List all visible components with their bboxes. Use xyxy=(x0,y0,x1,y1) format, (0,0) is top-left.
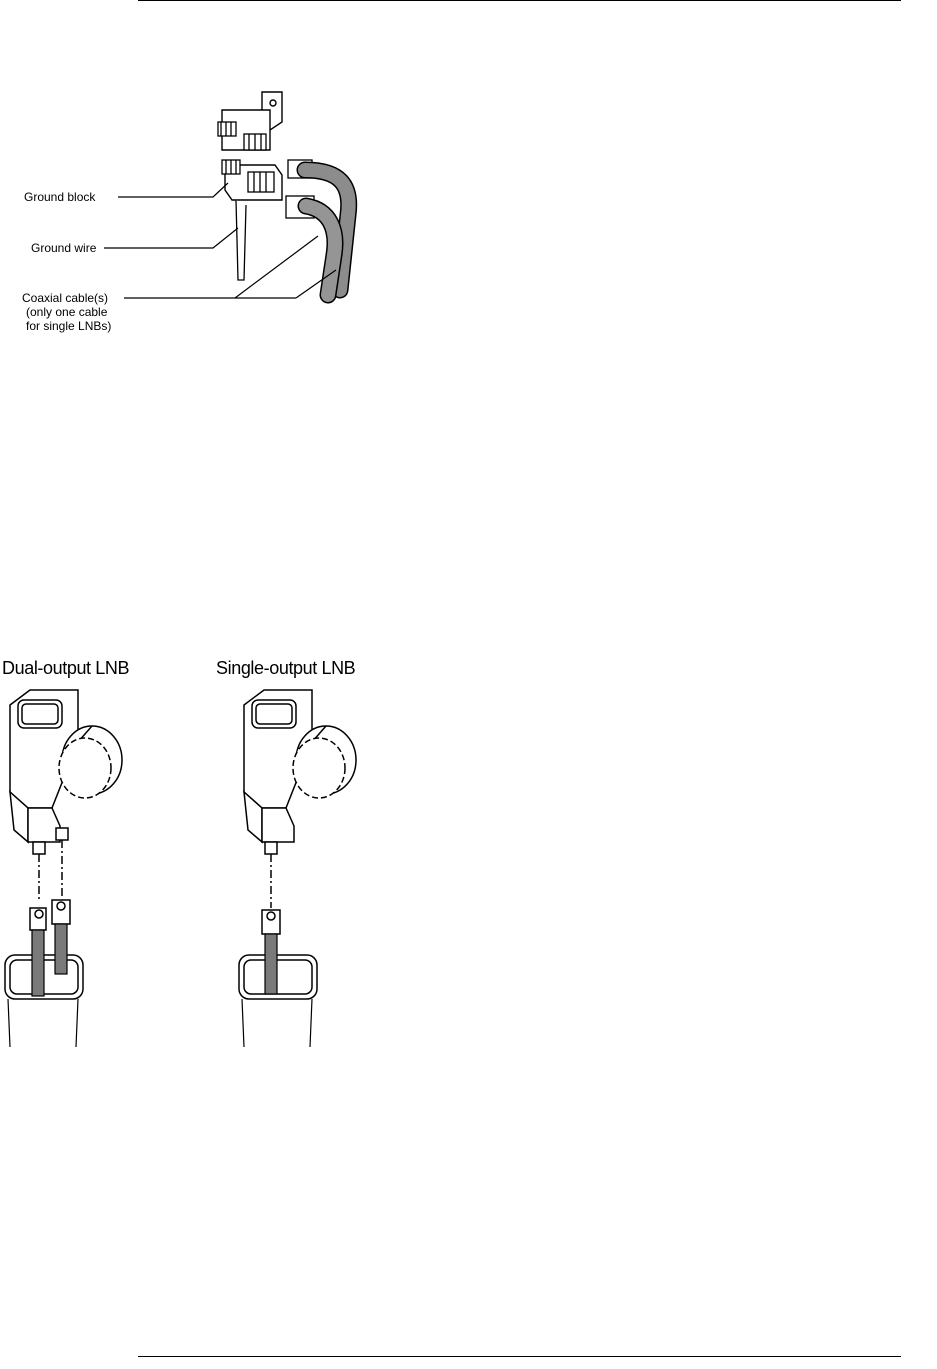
dual-output-lnb-mast-lines xyxy=(8,999,78,1047)
ground-block-label: Ground block xyxy=(24,190,96,204)
coaxial-cable-label-line1: Coaxial cable(s) xyxy=(22,291,109,305)
footer-rule xyxy=(138,1356,901,1357)
coaxial-cable-label-line3: for single LNBs) xyxy=(26,319,112,333)
single-output-lnb-cable xyxy=(265,934,277,994)
dual-output-lnb-title: Dual-output LNB xyxy=(2,658,130,678)
single-output-lnb-title: Single-output LNB xyxy=(216,658,356,678)
single-output-lnb-mast-lines xyxy=(242,999,312,1047)
coaxial-cable-label-line2: (only one cable xyxy=(26,305,108,319)
single-output-lnb-illustration xyxy=(239,690,356,999)
lnb-figure xyxy=(0,0,380,1060)
ground-wire-label: Ground wire xyxy=(31,241,97,255)
